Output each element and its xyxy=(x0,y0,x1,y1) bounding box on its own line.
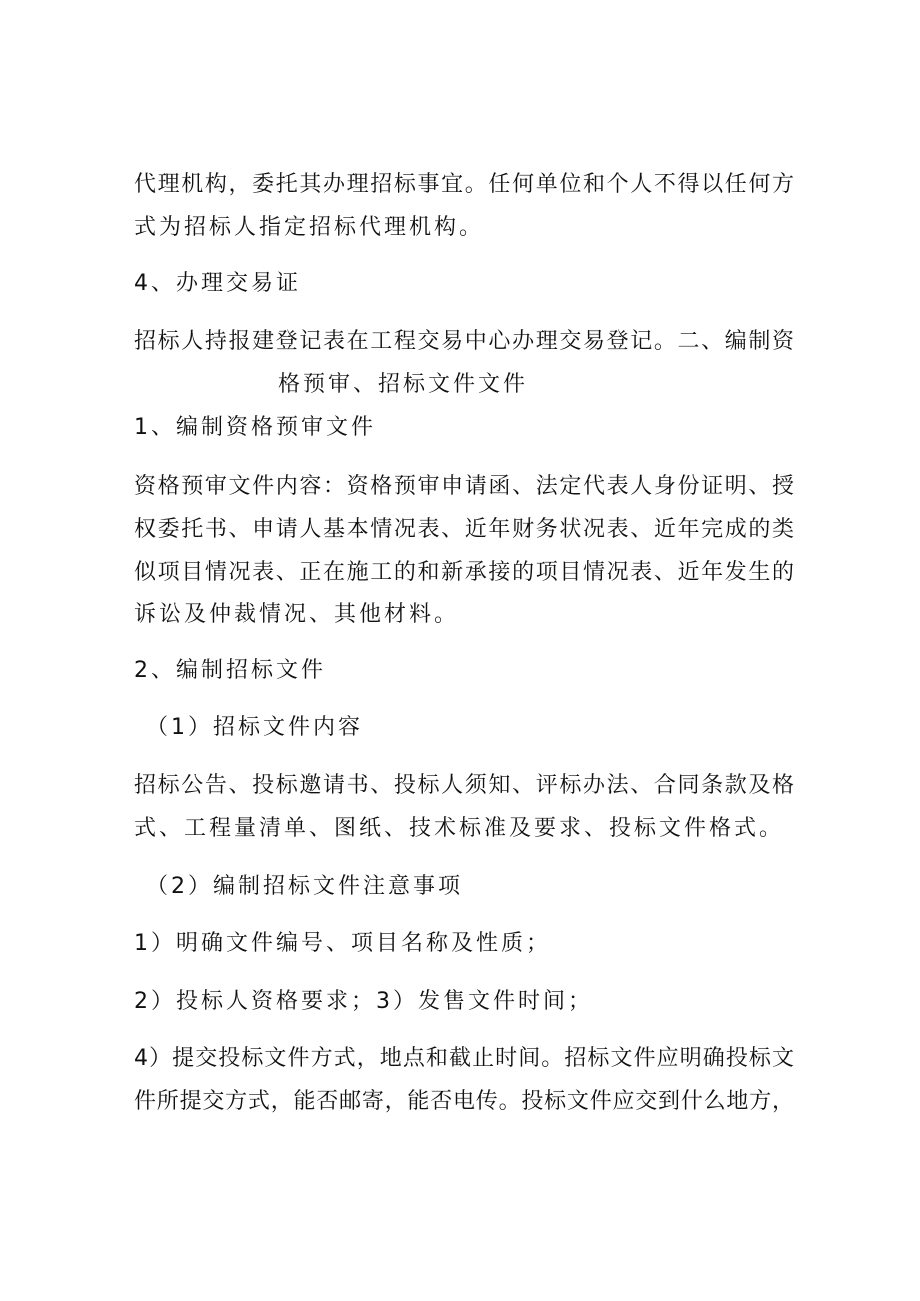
section-heading-continuation: 格预审、招标文件文件 xyxy=(278,372,529,397)
paragraph-line: 权委托书、申请人基本情况表、近年财务状况表、近年完成的类 xyxy=(134,517,794,542)
paragraph-line: 招标公告、投标邀请书、投标人须知、评标办法、合同条款及格 xyxy=(134,773,794,798)
paragraph-line: 4）提交投标文件方式，地点和截止时间。招标文件应明确投标文 xyxy=(134,1046,794,1071)
paragraph-line: 诉讼及仲裁情况、其他材料。 xyxy=(134,602,460,627)
paragraph-line: 件所提交方式，能否邮寄，能否电传。投标文件应交到什么地方， xyxy=(134,1089,794,1114)
paragraph-line: 代理机构，委托其办理招标事宜。任何单位和个人不得以任何方 xyxy=(134,172,794,197)
section-heading: 2、编制招标文件 xyxy=(134,658,326,683)
paragraph-line: 资格预审文件内容：资格预审申请函、法定代表人身份证明、授 xyxy=(134,474,794,499)
section-heading: 4、办理交易证 xyxy=(134,271,301,296)
paragraph-line: 式为招标人指定招标代理机构。 xyxy=(134,215,485,240)
list-item: 2）投标人资格要求；3）发售文件时间； xyxy=(134,989,593,1014)
paragraph-line: 招标人持报建登记表在工程交易中心办理交易登记。二、编制资 xyxy=(134,329,794,354)
section-heading: 1、编制资格预审文件 xyxy=(134,415,376,440)
subsection-heading: （2）编制招标文件注意事项 xyxy=(146,874,463,899)
list-item: 1）明确文件编号、项目名称及性质； xyxy=(134,931,551,956)
subsection-heading: （1）招标文件内容 xyxy=(146,715,363,740)
paragraph-line: 似项目情况表、正在施工的和新承接的项目情况表、近年发生的 xyxy=(134,560,794,585)
paragraph-line: 式、工程量清单、图纸、技术标准及要求、投标文件格式。 xyxy=(134,816,785,841)
